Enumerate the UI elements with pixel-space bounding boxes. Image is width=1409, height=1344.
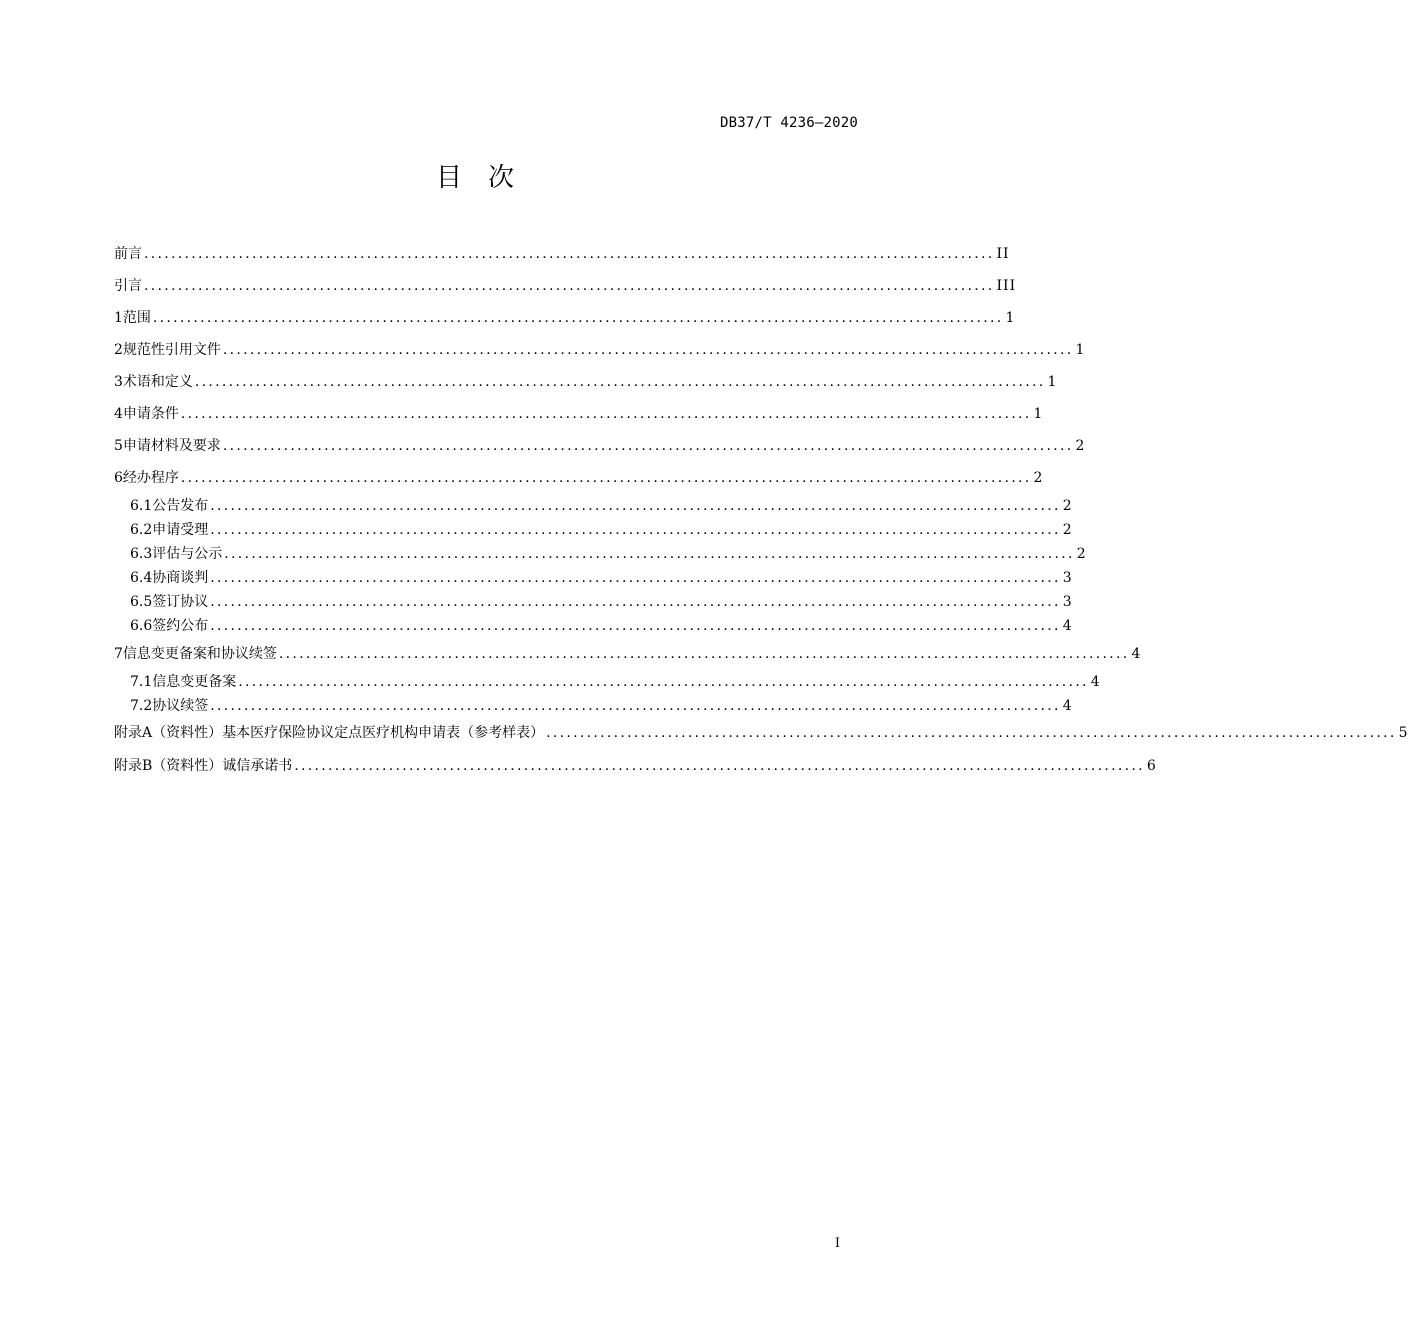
toc-entry-1[interactable]: 1 范围 .............................................................................................................................. 1 <box>114 307 859 329</box>
toc-label: 诚信承诺书 <box>222 758 293 774</box>
toc-number: 3 <box>114 374 123 390</box>
toc-entry-7-2[interactable]: 7.2 协议续签 .............................................................................................................................. 4 <box>130 695 859 717</box>
toc-entry-6-5[interactable]: 6.5 签订协议 .............................................................................................................................. 3 <box>130 591 859 613</box>
toc-page: 2 <box>1062 498 1073 514</box>
toc-label: 公告发布 <box>152 498 209 514</box>
toc-number: 6.2 <box>130 522 153 538</box>
toc-number: 1 <box>114 310 123 326</box>
toc-number: 7.1 <box>130 674 153 690</box>
toc-entry-introduction[interactable]: 引言 .............................................................................................................................. III <box>114 275 859 297</box>
toc-number: 7.2 <box>130 698 153 714</box>
toc-number: 6 <box>114 470 123 486</box>
toc-label: 签约公布 <box>152 618 209 634</box>
toc-page: 1 <box>1075 342 1086 358</box>
toc-entry-foreword[interactable]: 前言 .............................................................................................................................. II <box>114 243 859 265</box>
toc-entry-6-2[interactable]: 6.2 申请受理 .............................................................................................................................. 2 <box>130 519 859 541</box>
page-title <box>0 157 950 194</box>
toc-page: II <box>996 246 1010 262</box>
toc-label: 经办程序 <box>122 470 179 486</box>
toc-page: 1 <box>1005 310 1016 326</box>
toc-number: 6.3 <box>130 546 153 562</box>
toc-page: 5 <box>1398 725 1409 741</box>
toc-label: 前言 <box>114 246 142 262</box>
toc-number: 2 <box>114 342 123 358</box>
toc-entry-6-1[interactable]: 6.1 公告发布 .............................................................................................................................. 2 <box>130 495 859 517</box>
toc-label: 信息变更备案和协议续签 <box>122 646 277 662</box>
toc-entry-7[interactable]: 7 信息变更备案和协议续签 .............................................................................................................................. 4 <box>114 643 859 665</box>
toc-number: 7 <box>114 646 123 662</box>
toc-number: 6.6 <box>130 618 153 634</box>
toc-page: 1 <box>1047 374 1058 390</box>
page-title-char-1: 目 <box>435 163 462 193</box>
toc-page: 1 <box>1033 406 1044 422</box>
toc-page: 4 <box>1090 674 1101 690</box>
toc-number: 6.1 <box>130 498 153 514</box>
toc-page: 6 <box>1146 758 1157 774</box>
toc-entry-6-3[interactable]: 6.3 评估与公示 .............................................................................................................................. 2 <box>130 543 859 565</box>
toc-page: 3 <box>1062 570 1073 586</box>
toc-page: 2 <box>1062 522 1073 538</box>
toc-page: 4 <box>1062 618 1073 634</box>
toc-entry-2[interactable]: 2 规范性引用文件 .............................................................................................................................. 1 <box>114 339 859 361</box>
standard-code: DB37/T 4236—2020 <box>719 115 858 131</box>
toc-label: 签订协议 <box>152 594 209 610</box>
page-title-char-2: 次 <box>488 163 515 193</box>
toc-label: 申请条件 <box>122 406 179 422</box>
toc-appendix-prefix: 附录B（资料性） <box>114 758 223 774</box>
toc-entry-appendix-a[interactable]: 附录A（资料性） 基本医疗保险协议定点医疗机构申请表（参考样表） .............................................................................................................................. 5 <box>114 722 859 744</box>
toc-label: 引言 <box>114 278 142 294</box>
toc-number: 5 <box>114 438 123 454</box>
toc-entry-7-1[interactable]: 7.1 信息变更备案 .............................................................................................................................. 4 <box>130 671 859 693</box>
toc-label: 协商谈判 <box>152 570 209 586</box>
toc-number: 6.4 <box>130 570 153 586</box>
footer-page-number: I <box>834 1236 840 1251</box>
toc-page: 2 <box>1033 470 1044 486</box>
toc-label: 申请材料及要求 <box>122 438 221 454</box>
toc-entry-4[interactable]: 4 申请条件 .............................................................................................................................. 1 <box>114 403 859 425</box>
toc-label: 范围 <box>122 310 151 326</box>
toc-label: 申请受理 <box>152 522 209 538</box>
toc-page: 3 <box>1062 594 1073 610</box>
toc-entry-6-4[interactable]: 6.4 协商谈判 .............................................................................................................................. 3 <box>130 567 859 589</box>
toc-entry-6-6[interactable]: 6.6 签约公布 .............................................................................................................................. 4 <box>130 615 859 637</box>
toc-entry-5[interactable]: 5 申请材料及要求 .............................................................................................................................. 2 <box>114 435 859 457</box>
toc-number: 6.5 <box>130 594 153 610</box>
toc-entry-6[interactable]: 6 经办程序 .............................................................................................................................. 2 <box>114 467 859 489</box>
toc-page: 2 <box>1075 438 1086 454</box>
toc-number: 4 <box>114 406 123 422</box>
toc-label: 基本医疗保险协议定点医疗机构申请表（参考样表） <box>222 725 545 741</box>
toc-label: 协议续签 <box>152 698 209 714</box>
toc-label: 信息变更备案 <box>152 674 237 690</box>
toc-entry-3[interactable]: 3 术语和定义 .............................................................................................................................. 1 <box>114 371 859 393</box>
toc-page: III <box>996 278 1017 294</box>
toc-page: 4 <box>1062 698 1073 714</box>
toc-label: 术语和定义 <box>122 374 193 390</box>
toc-entry-appendix-b[interactable]: 附录B（资料性） 诚信承诺书 .............................................................................................................................. 6 <box>114 755 859 777</box>
toc-page: 4 <box>1131 646 1142 662</box>
toc-label: 评估与公示 <box>152 546 223 562</box>
toc-label: 规范性引用文件 <box>122 342 221 358</box>
toc-page: 2 <box>1076 546 1087 562</box>
toc-appendix-prefix: 附录A（资料性） <box>114 725 223 741</box>
